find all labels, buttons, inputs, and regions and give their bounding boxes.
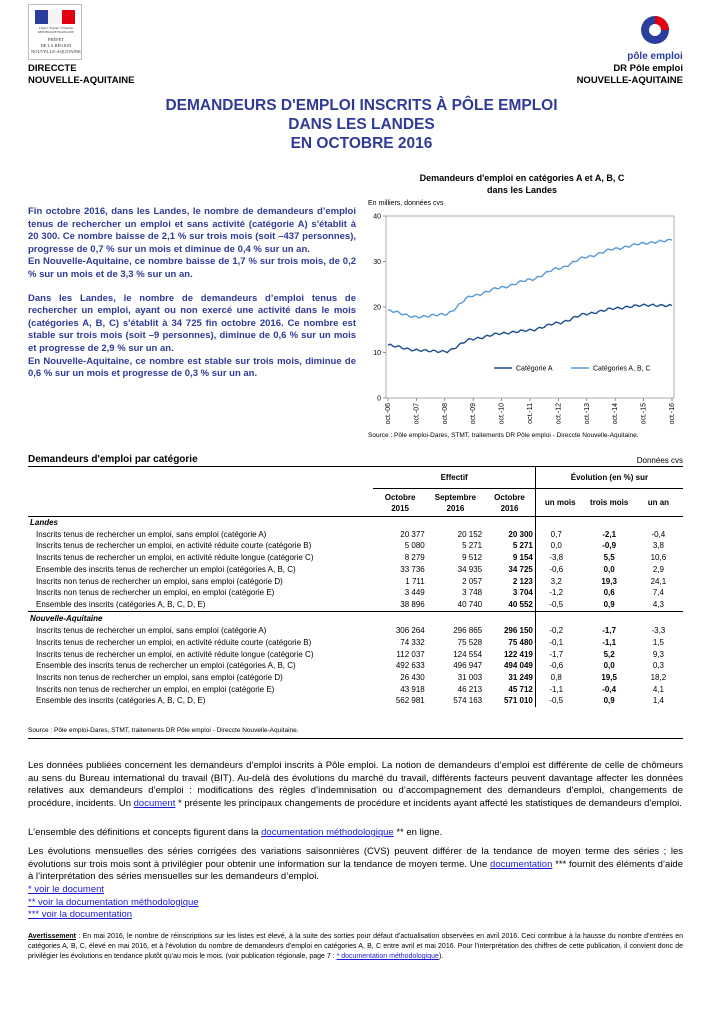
row-value: 5,5 bbox=[603, 553, 615, 563]
row-value: -1,7 bbox=[535, 649, 584, 661]
row-value: -1,7 bbox=[602, 626, 617, 636]
row-value: -1,1 bbox=[535, 684, 584, 696]
table-group-label: Landes bbox=[30, 518, 59, 527]
page-title-line3: EN OCTOBRE 2016 bbox=[290, 135, 433, 152]
row-label: Inscrits tenus de rechercher un emploi, en activité réduite courte (catégorie B) bbox=[36, 541, 312, 551]
row-value: 7,4 bbox=[652, 588, 664, 598]
row-value: -0,1 bbox=[535, 637, 584, 649]
row-value: 3,8 bbox=[652, 541, 664, 551]
row-value: 9,3 bbox=[652, 649, 664, 659]
prefet-caption-1: PRÉFET bbox=[47, 37, 65, 42]
warning-label: Avertissement bbox=[28, 933, 76, 940]
prefet-motto-2: RÉPUBLIQUE FRANÇAISE bbox=[37, 30, 75, 34]
note-paragraph-2: L'ensemble des définitions et concepts figurent dans la documentation méthodologique ** en ligne. bbox=[28, 827, 443, 838]
row-value: -2,1 bbox=[602, 529, 617, 539]
row-value: 9 154 bbox=[512, 553, 533, 563]
links-list bbox=[28, 884, 199, 922]
row-value: 3 748 bbox=[462, 588, 483, 598]
chart-source: Source : Pôle emploi-Dares, STMT, traitements DR Pôle emploi - Direccte Nouvelle-Aquitaine. bbox=[368, 432, 639, 439]
row-value: -0,9 bbox=[602, 541, 617, 551]
row-value: -0,6 bbox=[535, 564, 584, 576]
row-value: 5,2 bbox=[603, 649, 615, 659]
header-right-line2: NOUVELLE-AQUITAINE bbox=[576, 75, 683, 86]
row-value: 5 271 bbox=[512, 541, 533, 551]
row-value: 26 430 bbox=[400, 672, 425, 682]
row-value: 3,2 bbox=[535, 576, 584, 588]
row-value: 75 528 bbox=[457, 637, 483, 647]
pole-emploi-logo-text: pôle emploi bbox=[627, 51, 683, 62]
x-tick-label: oct.-09 bbox=[470, 403, 478, 425]
header-evolution: Évolution (en %) sur bbox=[535, 467, 683, 489]
row-value: 124 554 bbox=[453, 649, 483, 659]
table-title: Demandeurs d'emploi par catégorie bbox=[28, 454, 198, 465]
row-value: 20 300 bbox=[508, 529, 533, 539]
warning-note: Avertissement : En mai 2016, le nombre de réinscriptions sur les listes est élevé, à la suite des sorties pour défaut d’actualisation observées en avril 2016. Ceci contribue à la hausse du nombre d’entrées en catégories A, B, C, élevé en mai 2016, et à l’évolution du nombre de demandeurs d’emploi en catégories A, B, C entre avril et mai 2016. Pour l’interprétation des chiffres de cette publication, il convient donc de privilégier les évolutions en tendance plutôt qu’au mois le mois. (voir publication régionale, page 7 : * documentation méthodologique). bbox=[28, 933, 683, 960]
header-un-an: un an bbox=[634, 489, 683, 517]
row-value: 574 163 bbox=[453, 696, 483, 706]
row-value: 8 279 bbox=[404, 553, 425, 563]
chart-subtitle: dans les Landes bbox=[486, 185, 558, 195]
row-value: 3 449 bbox=[404, 588, 425, 598]
table-row bbox=[28, 552, 683, 564]
row-value: 571 010 bbox=[503, 696, 533, 706]
row-value: 2 123 bbox=[512, 576, 533, 586]
prefet-motto-1: Liberté • Égalité • Fraternité bbox=[39, 26, 73, 30]
row-value: 40 552 bbox=[508, 599, 533, 609]
data-table bbox=[28, 466, 683, 707]
row-value: 19,3 bbox=[601, 576, 617, 586]
table-row bbox=[28, 649, 683, 661]
row-value: 296 150 bbox=[503, 626, 533, 636]
series-line bbox=[388, 304, 672, 352]
row-label: Inscrits tenus de rechercher un emploi, sans emploi (catégorie A) bbox=[36, 529, 267, 539]
y-tick-label: 10 bbox=[373, 350, 381, 357]
row-value: 3 704 bbox=[512, 588, 533, 598]
row-value: 38 896 bbox=[400, 599, 425, 609]
note-paragraph-1: Les données publiées concernent les demandeurs d’emploi inscrits à Pôle emploi. La notion de demandeurs d’emploi est différente de celle de chômeurs au sens du Bureau international du travail (BIT). Au-delà des évolutions du marché du travail, différents facteurs peuvent davantage affecter les données relatives aux demandeurs d’emploi : modifications des règles d’indemnisation ou d’accompagnement des demandeurs d’emploi, changements de procédure, incidents. Un document * présente les principaux changements de procédure et incidents ayant affecté les statistiques de demandeurs d'emploi. bbox=[28, 760, 683, 809]
row-value: 46 213 bbox=[457, 684, 483, 694]
header-effectif: Effectif bbox=[373, 467, 535, 489]
row-label: Ensemble des inscrits (catégories A, B, C, D, E) bbox=[36, 696, 206, 706]
legend-label: Catégories A, B, C bbox=[593, 365, 651, 373]
row-value: 10,6 bbox=[650, 553, 667, 563]
row-value: -0,4 bbox=[602, 684, 617, 694]
row-value: 0,0 bbox=[535, 540, 584, 552]
row-value: 33 736 bbox=[400, 564, 425, 574]
row-value: -3,8 bbox=[535, 552, 584, 564]
row-value: 0,7 bbox=[535, 529, 584, 541]
row-value: -1,1 bbox=[602, 637, 617, 647]
row-value: 75 480 bbox=[508, 637, 533, 647]
intro-p3: Dans les Landes, le nombre de demandeurs d’emploi tenus de rechercher un emploi, ayant ou non exercé une activité dans le mois (catégories A, B, C) s'établit à 34 725 fin octobre 2016. Ce nombre est stable sur trois mois (soit –9 personnes), diminue de 0,6 % sur un mois et progresse de 2,9 % sur un an. bbox=[28, 292, 356, 354]
row-value: -0,4 bbox=[651, 529, 666, 539]
chart-title bbox=[367, 172, 677, 196]
row-value: -3,3 bbox=[651, 626, 666, 636]
line-chart bbox=[366, 208, 682, 430]
table-row bbox=[28, 529, 683, 541]
row-label: Inscrits tenus de rechercher un emploi, en activité réduite longue (catégorie C) bbox=[36, 553, 314, 563]
row-label: Inscrits tenus de rechercher un emploi, en activité réduite courte (catégorie B) bbox=[36, 637, 312, 647]
row-value: 112 037 bbox=[396, 649, 425, 659]
header-left bbox=[28, 63, 134, 87]
row-value: 9 512 bbox=[462, 553, 483, 563]
table-group-label: Nouvelle-Aquitaine bbox=[28, 611, 373, 625]
table-row bbox=[28, 540, 683, 552]
y-tick-label: 0 bbox=[377, 395, 381, 403]
row-label: Inscrits non tenus de rechercher un emploi, en emploi (catégorie E) bbox=[36, 588, 275, 598]
french-flag-icon bbox=[35, 10, 75, 24]
table-bottom-rule bbox=[28, 738, 683, 739]
intro-p4: En Nouvelle-Aquitaine, ce nombre est stable sur trois mois, diminue de 0,6 % sur un mois et progresse de 0,3 % sur un an. bbox=[28, 355, 356, 380]
intro-text bbox=[28, 206, 356, 381]
see-documentation-link[interactable]: *** voir la documentation bbox=[28, 909, 133, 920]
row-value: 1,5 bbox=[652, 637, 664, 647]
row-value: 31 003 bbox=[457, 672, 483, 682]
row-value: 20 377 bbox=[400, 529, 425, 539]
x-tick-label: oct.-08 bbox=[441, 403, 449, 425]
row-value: 0,8 bbox=[535, 672, 584, 684]
row-value: 4,1 bbox=[652, 684, 664, 694]
row-value: -0,5 bbox=[535, 695, 584, 707]
table-row bbox=[28, 625, 683, 637]
header-trois-mois: trois mois bbox=[585, 489, 634, 517]
header-oct-2016: Octobre 2016 bbox=[484, 489, 535, 517]
legend-label: Catégorie A bbox=[516, 365, 553, 373]
row-value: 40 740 bbox=[457, 599, 483, 609]
x-tick-label: oct.-13 bbox=[583, 403, 591, 425]
y-tick-label: 40 bbox=[373, 213, 381, 221]
table-row bbox=[28, 599, 683, 611]
table-row bbox=[28, 576, 683, 588]
document-link[interactable]: document bbox=[133, 797, 176, 809]
row-value: 0,6 bbox=[603, 588, 615, 598]
note-paragraph-3: Les évolutions mensuelles des séries corrigées des variations saisonnières (CVS) peuvent différer de la tendance de moyen terme des séries ; les évolutions sur trois mois sont à privilégier pour obtenir une information sur la tendance de moyen terme. Une documentation *** fournit des éléments d’aide à l’interprétation des séries mensuelles sur les demandeurs d’emploi. bbox=[28, 846, 683, 882]
row-value: 494 049 bbox=[503, 661, 533, 671]
page-title-line2: DANS LES LANDES bbox=[288, 116, 435, 133]
row-value: 34 725 bbox=[508, 564, 533, 574]
header-right bbox=[577, 63, 683, 87]
row-value: 34 935 bbox=[457, 564, 483, 574]
documentation-link[interactable]: documentation bbox=[490, 858, 553, 870]
row-value: 1,4 bbox=[652, 696, 664, 706]
row-value: 0,9 bbox=[603, 599, 615, 609]
row-value: 492 633 bbox=[395, 661, 425, 671]
warning-methodology-link[interactable]: * documentation méthodologique bbox=[336, 953, 439, 960]
row-value: 45 712 bbox=[508, 684, 533, 694]
header-un-mois: un mois bbox=[535, 489, 584, 517]
x-tick-label: oct.-07 bbox=[413, 403, 421, 425]
prefet-caption-3: NOUVELLE-AQUITAINE bbox=[31, 49, 81, 54]
x-tick-label: oct.-12 bbox=[555, 403, 563, 425]
row-value: -0,2 bbox=[535, 625, 584, 637]
row-value: 0,0 bbox=[603, 661, 615, 671]
table-row bbox=[28, 660, 683, 672]
pole-emploi-logo-icon bbox=[626, 14, 684, 64]
row-value: 43 918 bbox=[400, 684, 425, 694]
table-row bbox=[28, 637, 683, 649]
x-tick-label: oct.-16 bbox=[669, 403, 676, 425]
y-tick-label: 30 bbox=[373, 259, 381, 266]
row-label: Inscrits non tenus de rechercher un emploi, en emploi (catégorie E) bbox=[36, 684, 275, 694]
intro-p1: Fin octobre 2016, dans les Landes, le nombre de demandeurs d’emploi tenus de rechercher un emploi et sans activité (catégorie A) s'établit à 20 300. Ce nombre baisse de 2,1 % sur trois mois (soit –437 personnes), progresse de 0,7 % sur un mois et diminue de 0,4 % sur un an. bbox=[28, 206, 356, 255]
row-value: 306 264 bbox=[395, 626, 425, 636]
header-sep-2016: Septembre 2016 bbox=[427, 489, 484, 517]
row-value: 18,2 bbox=[650, 672, 667, 682]
row-value: 122 419 bbox=[503, 649, 533, 659]
row-value: 20 152 bbox=[457, 529, 483, 539]
intro-p2: En Nouvelle-Aquitaine, ce nombre baisse de 1,7 % sur trois mois, de 0,2 % sur un mois et de 3,3 % sur un an. bbox=[28, 256, 356, 280]
row-value: -0,6 bbox=[535, 660, 584, 672]
row-label: Inscrits tenus de rechercher un emploi, en activité réduite longue (catégorie C) bbox=[36, 649, 314, 659]
row-value: 2,9 bbox=[652, 564, 664, 574]
row-label: Inscrits non tenus de rechercher un emploi, sans emploi (catégorie D) bbox=[36, 672, 283, 682]
row-value: 496 947 bbox=[453, 661, 483, 671]
row-label: Inscrits non tenus de rechercher un emploi, sans emploi (catégorie D) bbox=[36, 576, 283, 586]
see-document-link[interactable]: * voir le document bbox=[28, 884, 105, 895]
pole-emploi-logo bbox=[626, 14, 684, 64]
x-tick-label: oct.-11 bbox=[527, 403, 534, 424]
row-label: Inscrits tenus de rechercher un emploi, sans emploi (catégorie A) bbox=[36, 626, 267, 636]
methodology-link[interactable]: documentation méthodologique bbox=[261, 827, 394, 838]
page-title-line1: DEMANDEURS D'EMPLOI INSCRITS À PÔLE EMPLOI bbox=[165, 97, 558, 114]
row-value: 0,0 bbox=[603, 564, 615, 574]
table-source: Source : Pôle emploi-Dares, STMT, traitements DR Pôle emploi - Direccte Nouvelle-Aquitaine. bbox=[28, 727, 299, 734]
row-value: 2 057 bbox=[462, 576, 483, 586]
prefet-logo bbox=[28, 4, 82, 60]
header-right-line1: DR Pôle emploi bbox=[613, 63, 683, 74]
row-label: Ensemble des inscrits tenus de rechercher un emploi (catégories A, B, C) bbox=[36, 661, 296, 671]
row-value: 74 332 bbox=[400, 637, 425, 647]
row-value: 24,1 bbox=[650, 576, 667, 586]
header-left-line1: DIRECCTE bbox=[28, 63, 77, 74]
table-row bbox=[28, 684, 683, 696]
row-value: 562 981 bbox=[395, 696, 425, 706]
row-value: 0,9 bbox=[603, 696, 615, 706]
row-value: 1 711 bbox=[405, 576, 425, 586]
x-tick-label: oct.-14 bbox=[612, 403, 620, 425]
row-value: -1,2 bbox=[535, 587, 584, 599]
header-oct-2015: Octobre 2015 bbox=[373, 489, 426, 517]
row-value: 4,3 bbox=[652, 599, 664, 609]
row-label: Ensemble des inscrits (catégories A, B, C, D, E) bbox=[36, 599, 206, 609]
table-row bbox=[28, 672, 683, 684]
see-methodology-link[interactable]: ** voir la documentation méthodologique bbox=[28, 896, 199, 908]
row-value: -0,5 bbox=[535, 599, 584, 611]
prefet-caption-2: DE LA RÉGION bbox=[40, 43, 72, 48]
row-value: 19,5 bbox=[601, 672, 617, 682]
chart-title-main: Demandeurs d'emploi en catégories A et A, B, C bbox=[419, 173, 625, 183]
table-group-row bbox=[28, 517, 683, 529]
x-tick-label: oct.-06 bbox=[385, 403, 392, 425]
row-value: 31 249 bbox=[508, 672, 533, 682]
table-row bbox=[28, 695, 683, 707]
row-label: Ensemble des inscrits tenus de rechercher un emploi (catégories A, B, C) bbox=[36, 564, 296, 574]
row-value: 296 865 bbox=[453, 626, 483, 636]
row-value: 0,3 bbox=[652, 661, 664, 671]
table-group-row bbox=[28, 611, 683, 625]
chart-y-label: En milliers, données cvs bbox=[368, 200, 444, 207]
table-row bbox=[28, 587, 683, 599]
x-tick-label: oct.-10 bbox=[498, 403, 506, 425]
header-left-line2: NOUVELLE-AQUITAINE bbox=[28, 75, 135, 86]
y-tick-label: 20 bbox=[373, 304, 381, 312]
series-line bbox=[388, 239, 672, 318]
x-tick-label: oct.-15 bbox=[640, 403, 648, 425]
table-unit: Données cvs bbox=[636, 456, 683, 465]
table-row bbox=[28, 564, 683, 576]
row-value: 5 271 bbox=[462, 541, 483, 551]
row-value: 5 080 bbox=[404, 541, 425, 551]
